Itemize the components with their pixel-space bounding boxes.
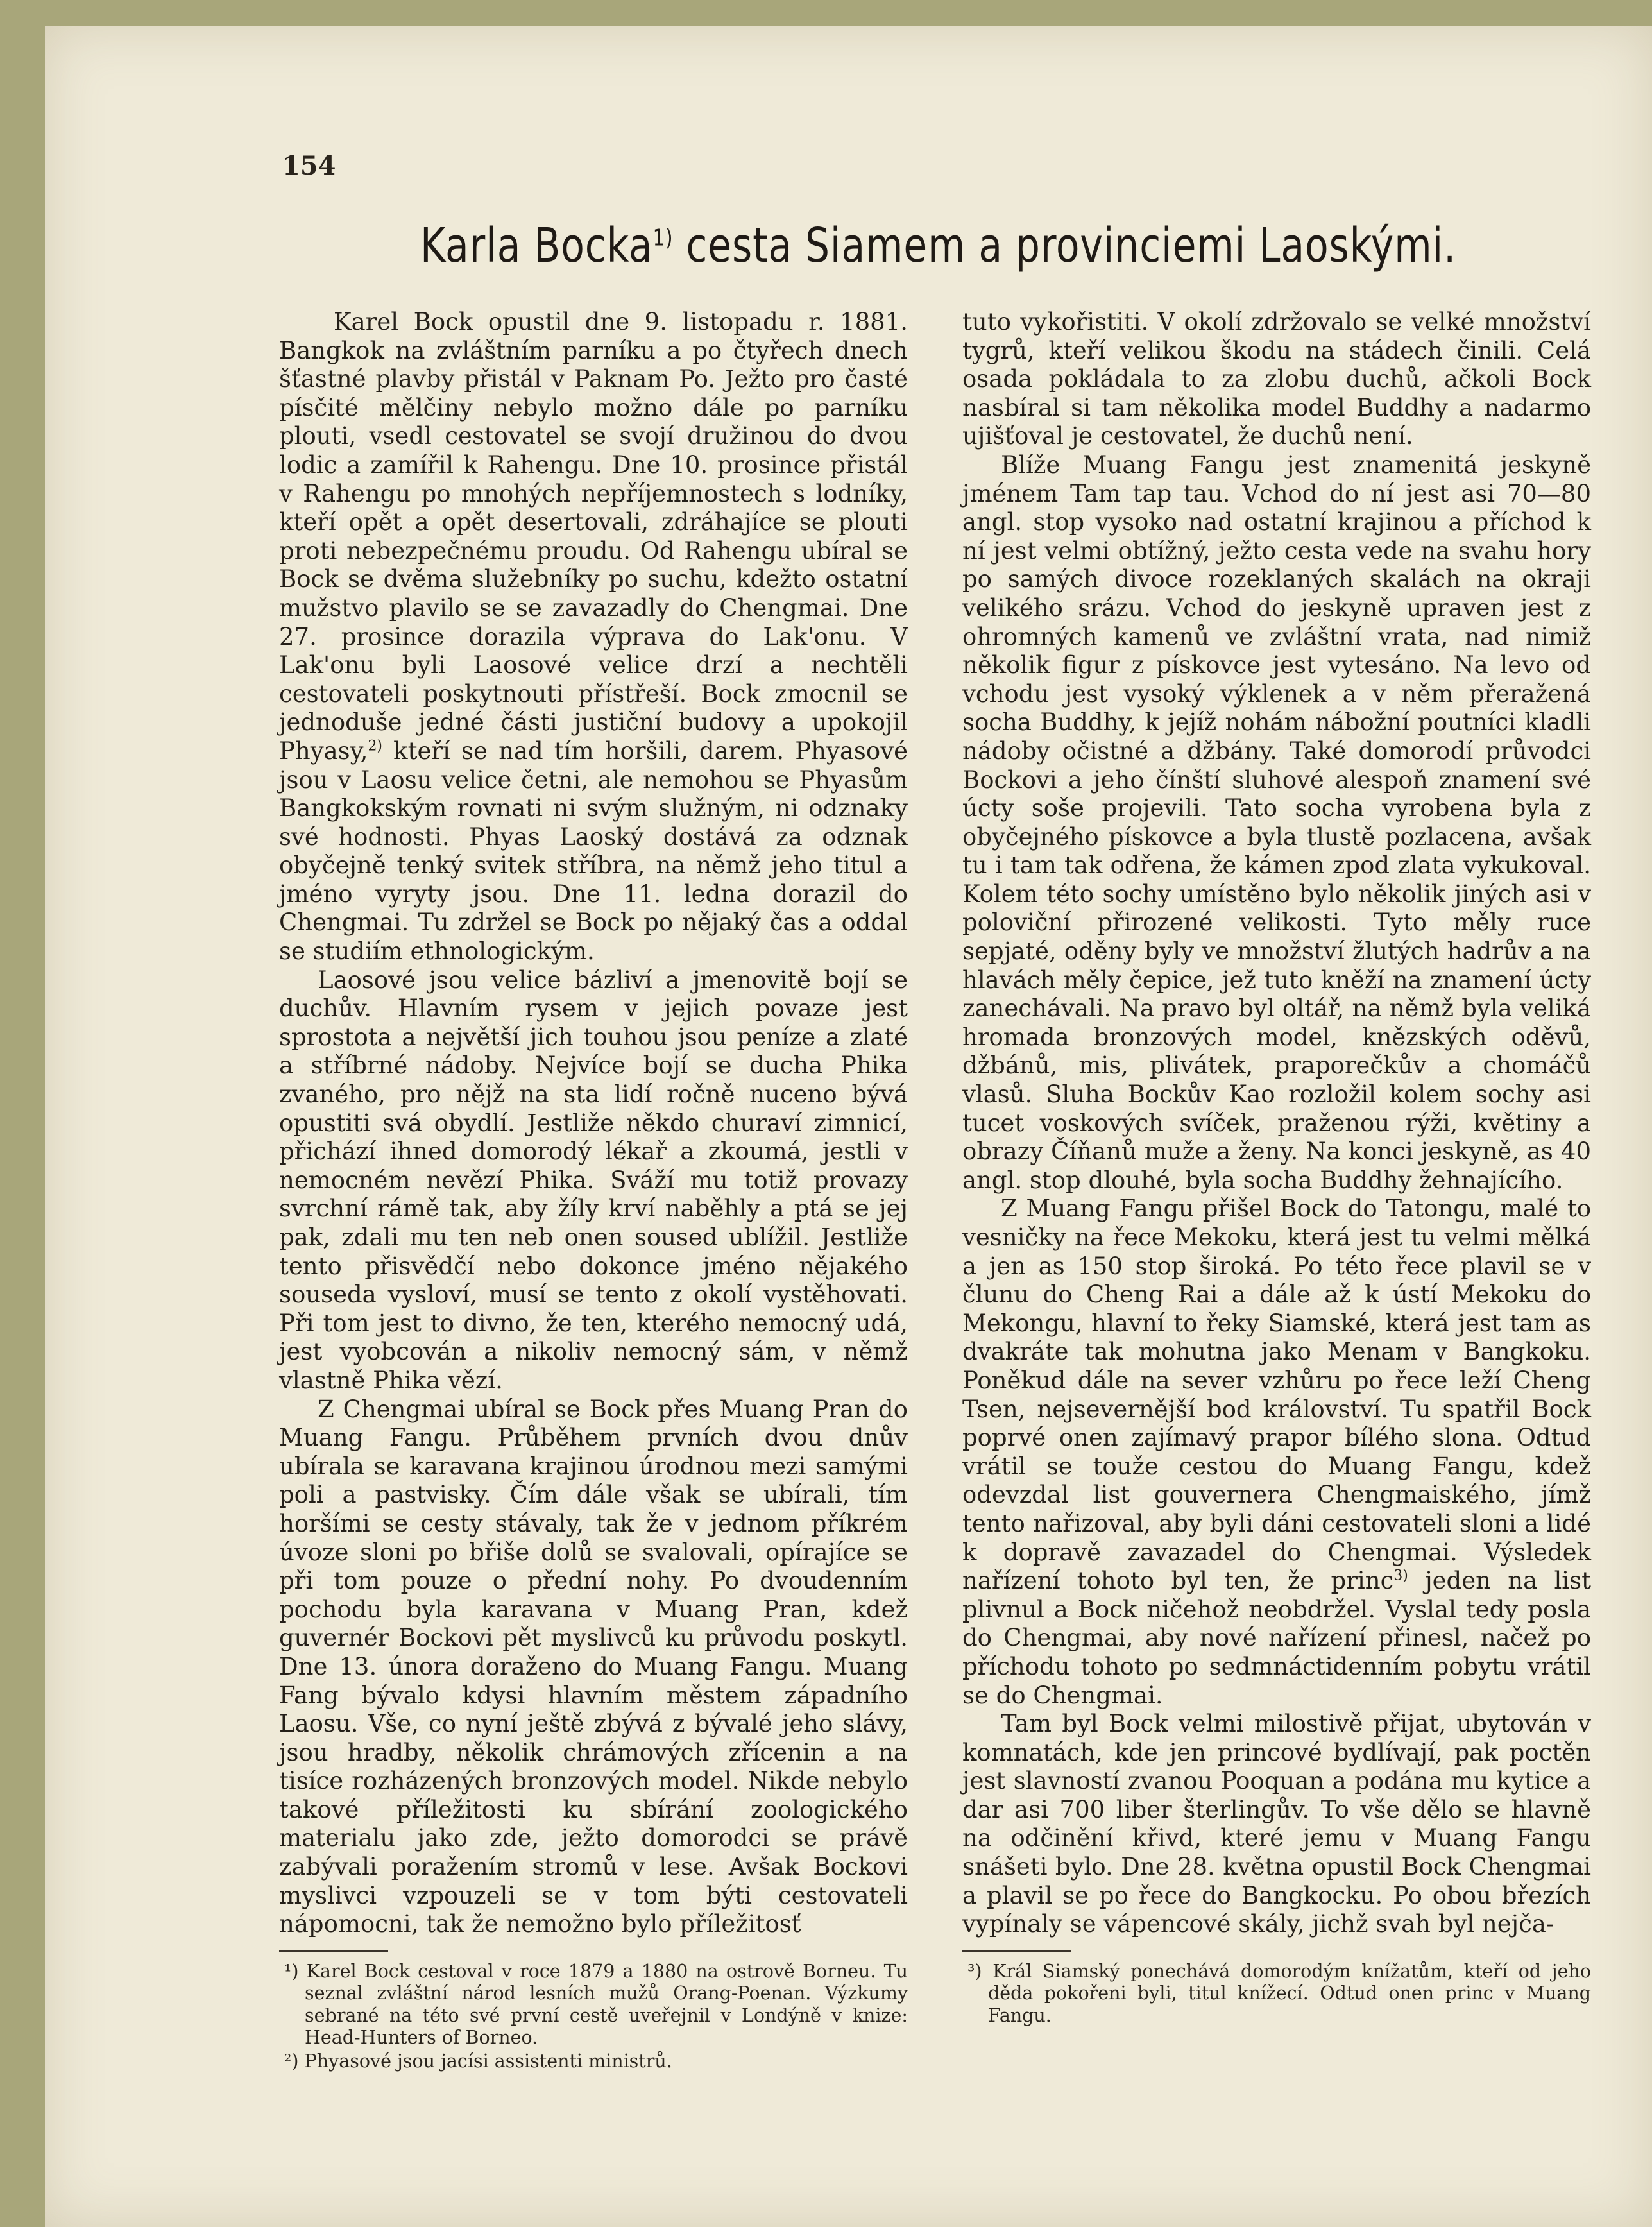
paragraph (962, 1195, 1591, 1710)
left-column (279, 308, 908, 2074)
footnote-marker: ²) (284, 2050, 299, 2072)
title-footnote-marker: 1) (652, 225, 674, 252)
footnote (279, 2051, 908, 2073)
paragraph (279, 308, 908, 966)
footnote-marker: ³) (967, 1960, 982, 1982)
paragraph: Laosové jsou velice bázliví a jmenovitě bojí se duchův. Hlavním rysem v jejich povaze jest sprostota a největší jich touhou jsou peníze a zlaté a stříbrné nádoby. Nejvíce bojí se ducha Phika zvaného, pro nějž na sta lidí ročně nuceno bývá opustiti svá obydlí. Jestliže někdo churaví zimnicí, přichází ihned domorodý lékař a zkoumá, jestli v nemocném nevězí Phika. Sváží mu totiž provazy svrchní rámě tak, aby žíly krví naběhly a ptá se jej pak, zdali mu ten neb onen soused ublížil. Jestliže tento přisvědčí nebo dokonce jméno nějakého souseda vysloví, musí se tento z okolí vystěhovati. Při tom jest to divno, že ten, kterého nemocný udá, jest vyobcován a nikoliv nemocný sám, v němž vlastně Phika vězí. (279, 966, 908, 1394)
title-rest: cesta Siamem a provinciemi Laoskými. (686, 218, 1456, 273)
footnote-text: Phyasové jsou jacísi assistenti ministrů. (304, 2050, 672, 2072)
paragraph-text: kteří se nad tím horšili, darem. Phyasové jsou v Laosu velice četni, ale nemohou se Phyasům Bangkokským rovnati ni svým služným, ni odznaky své hodnosti. Phyas Laoský dostává za odznak obyčejně tenký svitek stříbra, na němž jeho titul a jméno vyryty jsou. Dne 11. ledna dorazil do Chengmai. Tu zdržel se Bock po nějaký čas a oddal se studiím ethnologickým. (279, 737, 908, 966)
footnotes (279, 1961, 908, 2073)
title-main: Karla Bocka (420, 218, 653, 273)
paragraph-text: jeden na list plivnul a Bock ničehož neobdržel. Vyslal tedy posla do Chengmai, aby nové nařízení přinesl, načež po příchodu tohoto po sedmnáctidenním pobytu vrátil se do Chengmai. (962, 1567, 1591, 1709)
footnote-marker: ¹) (284, 1960, 299, 1982)
article-title (345, 218, 1532, 273)
right-column (962, 308, 1591, 2028)
footnote-rule (962, 1950, 1071, 1952)
footnote-text: Král Siamský ponechává domorodým knížatům, kteří od jeho děda pokořeni byli, titul knížecí. Odtud onen princ v Muang Fangu. (988, 1960, 1592, 2026)
paragraph: Tam byl Bock velmi milostivě přijat, ubytován v komnatách, kde jen princové bydlívají, pak poctěn jest slavností zvanou Pooquan a podána mu kytice a dar asi 700 liber šterlingův. To vše dělo se hlavně na odčinění křivd, které jemu v Muang Fangu snášeti bylo. Dne 28. května opustil Bock Chengmai a plavil se po řece do Bangkocku. Po obou březích vypínaly se vápencové skály, jichž svah byl nejča- (962, 1710, 1591, 1938)
paragraph-text: Karel Bock opustil dne 9. listopadu r. 1881. Bangkok na zvláštním parníku a po čtyřech dnech šťastné plavby přistál v Paknam Po. Ježto pro časté písčité mělčiny nebylo možno dále po parníku plouti, vsedl cestovatel se svojí družinou do dvou lodic a zamířil k Rahengu. Dne 10. prosince přistál v Rahengu po mnohých nepříjemnostech s lodníky, kteří opět a opět desertovali, zdráhajíce se plouti proti nebezpečnému proudu. Od Rahengu ubíral se Bock se dvěma služebníky po suchu, kdežto ostatní mužstvo plavilo se se zavazadly do Chengmai. Dne 27. prosince dorazila výprava do Lak'onu. V Lak'onu byli Laosové velice drzí a nechtěli cestovateli poskytnouti přístřeší. Bock zmocnil se jednoduše jedné části justiční budovy a upokojil Phyasy, (279, 308, 908, 765)
paragraph: Blíže Muang Fangu jest znamenitá jeskyně jménem Tam tap tau. Vchod do ní jest asi 70—80 angl. stop vysoko nad ostatní krajinou a příchod k ní jest velmi obtížný, ježto cesta vede na svahu hory po samých divoce rozeklaných skalách na okraji velikého srázu. Vchod do jeskyně upraven jest z ohromných kamenů ve zvláštní vrata, nad nimiž několik figur z pískovce jest vytesáno. Na levo od vchodu jest vysoký výklenek a v něm přeražená socha Buddhy, k jejíž nohám nábožní poutníci kladli nádoby očistné a džbány. Také domorodí průvodci Bockovi a jeho čínští sluhové alespoň znamení své úcty soše projevili. Tato socha vyrobena byla z obyčejného pískovce a byla tlustě pozlacena, avšak tu i tam tak odřena, že kámen zpod zlata vykukoval. Kolem této sochy umístěno bylo několik jiných asi v poloviční přirozené velikosti. Tyto měly ruce sepjaté, oděny byly ve množství žlutých hadrův a na hlavách měly čepice, jež tuto kněží na znamení úcty zanechávali. Na pravo byl oltář, na němž byla veliká hromada bronzových model, knězských oděvů, džbánů, mis, plivátek, praporečkův a chomáčů vlasů. Sluha Bockův Kao rozložil kolem sochy asi tucet voskových svíček, praženou rýži, květiny a obrazy Číňanů muže a ženy. Na konci jeskyně, as 40 angl. stop dlouhé, byla socha Buddhy žehnajícího. (962, 450, 1591, 1194)
book-page (45, 26, 1652, 2227)
page-number: 154 (282, 151, 336, 181)
footnote-rule (279, 1950, 388, 1952)
footnote-marker: 2) (368, 738, 383, 755)
footnote (962, 1961, 1591, 2027)
footnote-text: Karel Bock cestoval v roce 1879 a 1880 na ostrově Borneu. Tu seznal zvláštní národ lesních mužů Orang-Poenan. Výzkumy sebrané na této své první cestě uveřejnil v Londýně v knize: Head-Hunters of Borneo. (305, 1960, 908, 2049)
footnote-marker: 3) (1393, 1567, 1408, 1584)
paragraph: Z Chengmai ubíral se Bock přes Muang Pran do Muang Fangu. Průběhem prvních dvou dnův ubírala se karavana krajinou úrodnou mezi samými poli a pastvisky. Čím dále však se ubírali, tím horšími se cesty stávaly, tak že v jednom příkrém úvoze sloni po břiše dolů se svalovali, opírajíce se při tom pouze o přední nohy. Po dvoudenním pochodu byla karavana v Muang Pran, kdež guvernér Bockovi pět myslivců ku průvodu poskytl. Dne 13. února doraženo do Muang Fangu. Muang Fang bývalo kdysi hlavním městem západního Laosu. Vše, co nyní ještě zbývá z bývalé jeho slávy, jsou hradby, několik chrámových zřícenin a na tisíce rozházených bronzových model. Nikde nebylo takové příležitosti ku sbírání zoologického materialu jako zde, ježto domorodci se právě zabývali poražením stromů v lese. Avšak Bockovi myslivci vzpouzeli se v tom býti cestovateli nápomocni, tak že nemožno bylo příležitosť (279, 1395, 908, 1938)
footnotes (962, 1961, 1591, 2027)
footnote (279, 1961, 908, 2049)
paragraph-text: Z Muang Fangu přišel Bock do Tatongu, malé to vesničky na řece Mekoku, která jest tu velmi mělká a jen as 150 stop široká. Po této řece plavil se v člunu do Cheng Rai a dále až k ústí Mekoku do Mekongu, hlavní to řeky Siamské, která jest tam as dvakráte tak mohutna jako Menam v Bangkoku. Poněkud dále na sever vzhůru po řece leží Cheng Tsen, nejsevernější bod království. Tu spatřil Bock poprvé onen zajímavý prapor bílého slona. Odtud vrátil se touže cestou do Muang Fangu, kdež odevzdal list gouvernera Chengmaiského, jímž tento nařizoval, aby byli dáni cestovateli sloni a lidé k dopravě zavazadel do Chengmai. Výsledek nařízení tohoto byl ten, že princ (962, 1195, 1591, 1595)
paragraph: tuto vykořistiti. V okolí zdržovalo se velké množství tygrů, kteří velikou škodu na stádech činili. Celá osada pokládala to za zlobu duchů, ačkoli Bock nasbíral si tam několika model Buddhy a nadarmo ujišťoval je cestovatel, že duchů není. (962, 308, 1591, 450)
